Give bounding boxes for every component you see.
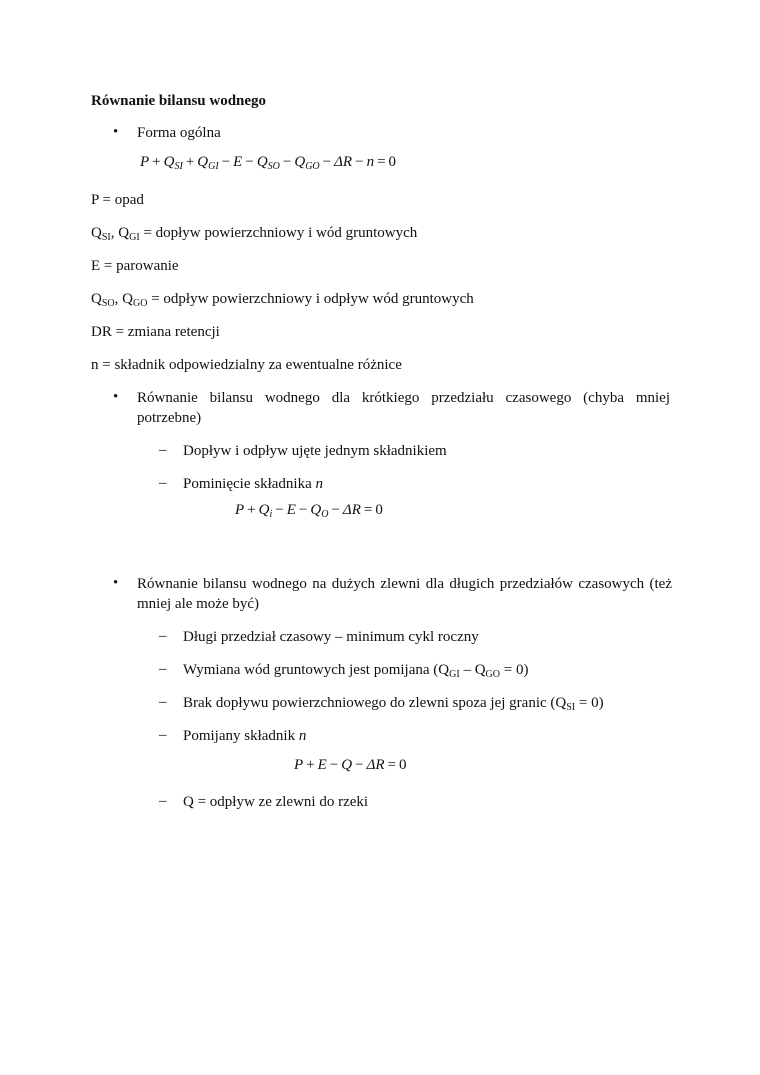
dash-long-3: – xyxy=(159,694,167,710)
def-p: P = opad xyxy=(91,192,144,208)
short-interval-text: Równanie bilansu wodnego dla krótkiego przedziału czasowego (chyba mniej potrzebne) xyxy=(137,390,670,426)
dash-long-5: – xyxy=(159,793,167,809)
long-item-2: Wymiana wód gruntowych jest pomijana $(Q_{GI} - Q_{GO} = 0)$ xyxy=(183,662,529,680)
long-equation: P + E − Q − ΔR = 0 xyxy=(294,757,407,773)
dash-long-1: – xyxy=(159,628,167,644)
general-equation: $P + Q_{SI} + Q_{GI} - E - Q_{SO} - Q_{GO} - \Delta R - n = 0$ xyxy=(140,154,397,172)
long-item-5: Q = odpływ ze zlewni do rzeki xyxy=(183,794,369,810)
short-item-2: Pominięcie składnika n xyxy=(183,476,323,492)
page-title: Równanie bilansu wodnego xyxy=(91,93,267,109)
def-qso-qgo: $Q_{SO}$, $Q_{GO}$ = odpływ powierzchniowy i odpływ wód gruntowych xyxy=(91,291,474,309)
short-item-1: Dopływ i odpływ ujęte jednym składnikiem xyxy=(183,443,447,459)
general-label: Forma ogólna xyxy=(137,125,221,141)
bullet-general: • xyxy=(113,124,119,140)
dash-short-2: – xyxy=(159,475,167,491)
def-e: E = parowanie xyxy=(91,258,179,274)
bullet-long: • xyxy=(113,575,119,591)
def-dr: DR = zmiana retencji xyxy=(91,324,220,340)
dash-long-2: – xyxy=(159,661,167,677)
def-qsi-qgi: $Q_{SI}$, $Q_{GI}$ = dopływ powierzchniowy i wód gruntowych xyxy=(91,225,418,243)
long-interval-text: Równanie bilansu wodnego na dużych zlewni dla długich przedziałów czasowych (też mniej ale może być) xyxy=(137,576,672,612)
bullet-short: • xyxy=(113,389,119,405)
long-item-3: Brak dopływu powierzchniowego do zlewni spoza jej granic $(Q_{SI} = 0)$ xyxy=(183,695,604,713)
long-item-1: Długi przedział czasowy – minimum cykl roczny xyxy=(183,629,479,645)
long-item-4: Pomijany składnik n xyxy=(183,728,307,744)
dash-long-4: – xyxy=(159,727,167,743)
short-equation: $P + Q_i - E - Q_O - \Delta R = 0$ xyxy=(235,502,383,520)
def-n: n = składnik odpowiedzialny za ewentualne różnice xyxy=(91,357,402,373)
dash-short-1: – xyxy=(159,442,167,458)
